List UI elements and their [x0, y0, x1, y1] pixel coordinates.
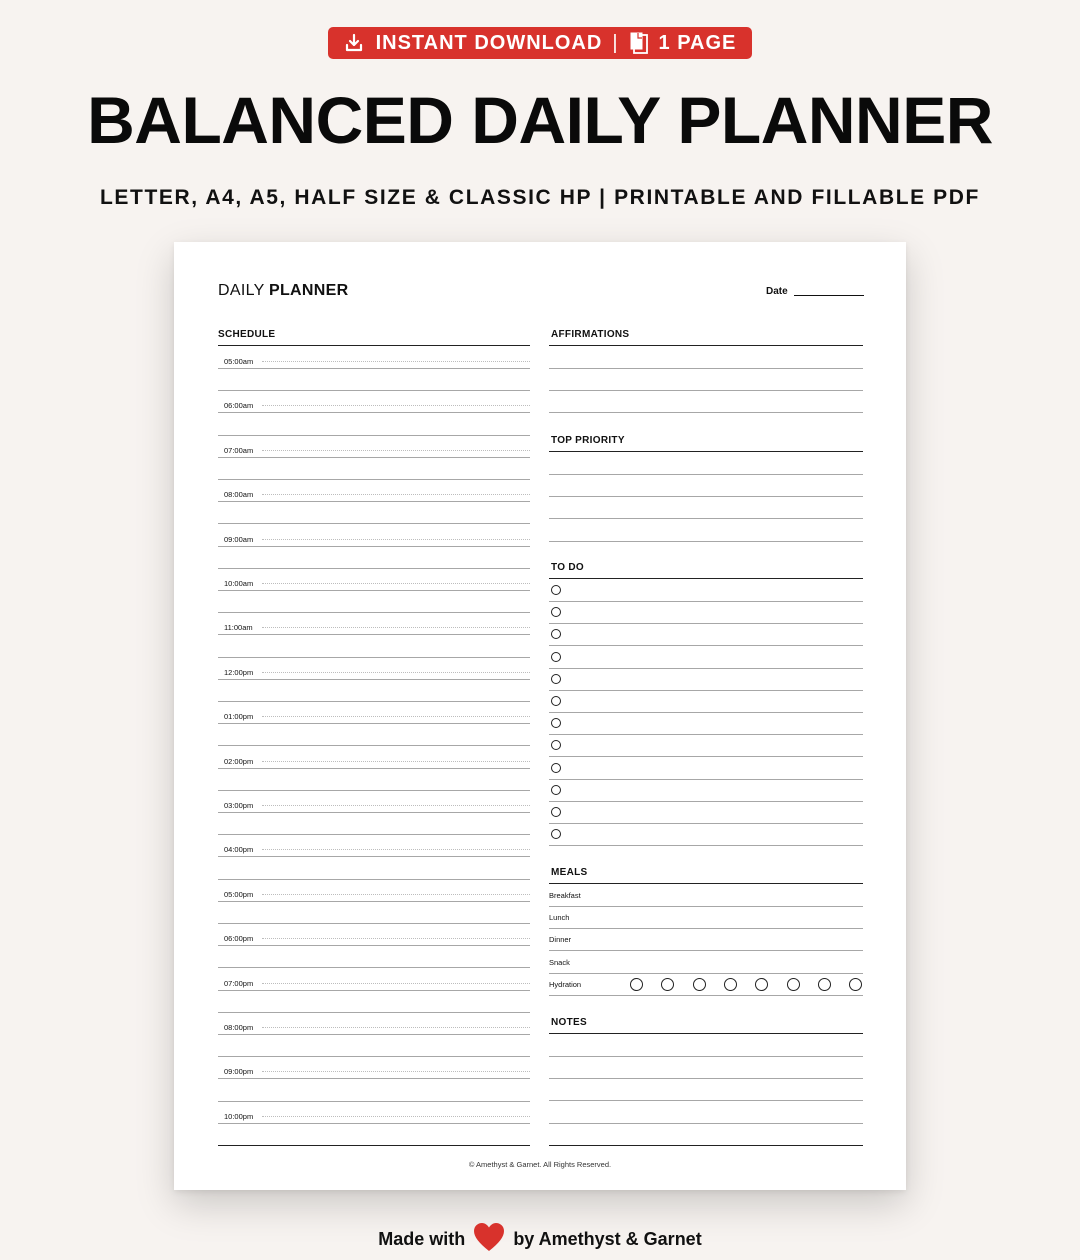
schedule-half-slot[interactable] — [218, 679, 530, 702]
slot-dotted-line — [262, 583, 530, 584]
time-label: 10:00pm — [224, 1111, 254, 1121]
todo-item[interactable] — [549, 601, 863, 624]
priority-line[interactable] — [549, 496, 863, 519]
made-with-footer — [0, 1222, 1080, 1257]
schedule-slot[interactable] — [218, 746, 530, 769]
hydration-glass-checkbox[interactable] — [661, 978, 674, 991]
schedule-slot[interactable] — [218, 524, 530, 547]
meal-label: Breakfast — [549, 891, 581, 900]
schedule-half-slot[interactable] — [218, 1123, 530, 1146]
slot-dotted-line — [262, 494, 530, 495]
todo-item[interactable] — [549, 646, 863, 669]
slot-dotted-line — [262, 938, 530, 939]
planner-sheet — [174, 242, 906, 1190]
notes-bottom-rule — [549, 1145, 863, 1146]
schedule-half-slot[interactable] — [218, 901, 530, 924]
slot-dotted-line — [262, 1027, 530, 1028]
notes-line[interactable] — [549, 1056, 863, 1079]
time-label: 05:00pm — [224, 889, 254, 899]
meal-label: Snack — [549, 957, 570, 967]
slot-dotted-line — [262, 983, 530, 984]
schedule-half-slot[interactable] — [218, 1034, 530, 1057]
slot-dotted-line — [262, 805, 530, 806]
schedule-slot[interactable] — [218, 479, 530, 502]
time-label: 05:00am — [224, 357, 254, 366]
todo-item[interactable] — [549, 690, 863, 713]
meal-row[interactable] — [549, 884, 863, 907]
schedule-half-slot[interactable] — [218, 945, 530, 968]
todo-checkbox[interactable] — [551, 585, 561, 595]
slot-dotted-line — [262, 405, 530, 406]
schedule-slot[interactable] — [218, 1012, 530, 1035]
notes-line[interactable] — [549, 1034, 863, 1057]
meal-row[interactable] — [549, 928, 863, 951]
todo-checkbox[interactable] — [551, 674, 561, 684]
schedule-heading: SCHEDULE — [218, 329, 276, 340]
copyright-note: © Amethyst & Garnet. All Rights Reserved. — [468, 1160, 612, 1169]
time-label: 03:00pm — [224, 801, 254, 810]
schedule-half-slot[interactable] — [218, 812, 530, 835]
headline: BALANCED DAILY PLANNER — [87, 83, 993, 157]
todo-item[interactable] — [549, 668, 863, 691]
slot-dotted-line — [262, 1071, 530, 1072]
todo-item[interactable] — [549, 757, 863, 780]
notes-line[interactable] — [549, 1101, 863, 1124]
download-label: INSTANT DOWNLOAD — [375, 31, 603, 54]
time-label: 01:00pm — [224, 712, 254, 722]
schedule-slot[interactable] — [218, 568, 530, 591]
hydration-glass-checkbox[interactable] — [755, 978, 768, 991]
time-label: 07:00pm — [224, 978, 254, 988]
schedule-half-slot[interactable] — [218, 590, 530, 613]
affirmation-line[interactable] — [549, 390, 863, 413]
schedule-slot[interactable] — [218, 1056, 530, 1079]
affirmation-line[interactable] — [549, 368, 863, 391]
schedule-half-slot[interactable] — [218, 723, 530, 746]
schedule-half-slot[interactable] — [218, 457, 530, 480]
schedule-slot[interactable] — [218, 968, 530, 991]
todo-item[interactable] — [549, 801, 863, 824]
schedule-half-slot[interactable] — [218, 413, 530, 436]
schedule-slot[interactable] — [218, 390, 530, 413]
slot-dotted-line — [262, 894, 530, 895]
meal-row[interactable] — [549, 951, 863, 974]
todo-checkbox[interactable] — [551, 696, 561, 706]
todo-item[interactable] — [549, 823, 863, 846]
schedule-slot[interactable] — [218, 435, 530, 458]
schedule-half-slot[interactable] — [218, 635, 530, 658]
affirmation-line[interactable] — [549, 346, 863, 369]
top-priority-heading: TOP PRIORITY — [551, 435, 625, 446]
time-label: 02:00pm — [224, 756, 254, 766]
todo-checkbox[interactable] — [551, 629, 561, 639]
slot-dotted-line — [262, 672, 530, 673]
hydration-row — [549, 973, 863, 996]
meal-label: Lunch — [549, 913, 570, 923]
time-label: 12:00pm — [224, 667, 254, 677]
instant-download-badge — [328, 27, 752, 59]
sheet-title-light: DAILY — [218, 282, 265, 299]
schedule-slot[interactable] — [218, 701, 530, 724]
slot-dotted-line — [262, 849, 530, 850]
time-label: 06:00pm — [224, 934, 254, 944]
schedule-slot[interactable] — [218, 879, 530, 902]
schedule-half-slot[interactable] — [218, 1079, 530, 1102]
slot-dotted-line — [262, 761, 530, 762]
pages-label: 1 PAGE — [658, 31, 737, 54]
todo-checkbox[interactable] — [551, 763, 561, 773]
todo-checkbox[interactable] — [551, 607, 561, 617]
badge-separator: | — [612, 31, 619, 54]
time-label: 08:00am — [224, 490, 254, 500]
page-icon — [629, 31, 649, 55]
schedule-slot[interactable] — [218, 1101, 530, 1124]
affirmations-heading: AFFIRMATIONS — [551, 329, 630, 340]
schedule-half-slot[interactable] — [218, 501, 530, 524]
todo-checkbox[interactable] — [551, 829, 561, 839]
slot-dotted-line — [262, 627, 530, 628]
time-label: 07:00am — [224, 445, 254, 455]
hydration-glass-checkbox[interactable] — [787, 978, 800, 991]
time-label: 04:00pm — [224, 845, 254, 855]
meals-heading: MEALS — [551, 867, 588, 878]
todo-checkbox[interactable] — [551, 652, 561, 662]
time-label: 09:00pm — [224, 1067, 254, 1077]
schedule-slot[interactable] — [218, 790, 530, 813]
slot-dotted-line — [262, 716, 530, 717]
date-label: Date — [766, 286, 788, 297]
schedule-half-slot[interactable] — [218, 768, 530, 791]
made-by-text: by Amethyst & Garnet — [513, 1229, 702, 1249]
time-label: 10:00am — [224, 579, 254, 588]
notes-heading: NOTES — [551, 1017, 587, 1028]
priority-line[interactable] — [549, 474, 863, 497]
hydration-glass-checkbox[interactable] — [693, 978, 706, 991]
slot-dotted-line — [262, 450, 530, 451]
priority-line[interactable] — [549, 452, 863, 475]
todo-checkbox[interactable] — [551, 740, 561, 750]
hydration-glass-checkbox[interactable] — [630, 978, 643, 991]
sheet-title — [218, 282, 348, 300]
schedule-slot[interactable] — [218, 346, 530, 369]
todo-checkbox[interactable] — [551, 718, 561, 728]
hydration-glass-checkbox[interactable] — [724, 978, 737, 991]
schedule-half-slot[interactable] — [218, 990, 530, 1013]
todo-item[interactable] — [549, 623, 863, 646]
made-with-text: Made with — [378, 1229, 466, 1249]
download-icon — [344, 33, 364, 53]
schedule-half-slot[interactable] — [218, 857, 530, 880]
schedule-slot[interactable] — [218, 834, 530, 857]
schedule-half-slot[interactable] — [218, 546, 530, 569]
meal-label: Dinner — [549, 935, 572, 945]
time-label: 11:00am — [224, 623, 253, 633]
time-label: 09:00am — [224, 534, 254, 544]
notes-line[interactable] — [549, 1078, 863, 1101]
hydration-glass-checkbox[interactable] — [849, 978, 862, 991]
todo-checkbox[interactable] — [551, 785, 561, 795]
schedule-slot[interactable] — [218, 612, 530, 635]
hydration-label: Hydration — [549, 979, 582, 989]
todo-item[interactable] — [549, 734, 863, 757]
time-label: 06:00am — [224, 401, 254, 411]
schedule-half-slot[interactable] — [218, 368, 530, 391]
slot-dotted-line — [262, 1116, 530, 1117]
todo-item[interactable] — [549, 579, 863, 602]
date-field[interactable] — [794, 295, 864, 296]
notes-line[interactable] — [549, 1123, 863, 1146]
todo-item[interactable] — [549, 712, 863, 735]
hydration-glass-checkbox[interactable] — [818, 978, 831, 991]
time-label: 08:00pm — [224, 1023, 254, 1032]
todo-checkbox[interactable] — [551, 807, 561, 817]
schedule-bottom-rule — [218, 1145, 530, 1146]
slot-dotted-line — [262, 361, 530, 362]
meal-row[interactable] — [549, 906, 863, 929]
slot-dotted-line — [262, 539, 530, 540]
sheet-title-bold: PLANNER — [269, 282, 349, 299]
heart-icon — [473, 1222, 505, 1257]
todo-heading: TO DO — [551, 562, 584, 573]
formats-subline: LETTER, A4, A5, HALF SIZE & CLASSIC HP | PRINTABLE AND FILLABLE PDF — [100, 186, 980, 209]
schedule-slot[interactable] — [218, 923, 530, 946]
todo-item[interactable] — [549, 779, 863, 802]
schedule-slot[interactable] — [218, 657, 530, 680]
priority-line[interactable] — [549, 519, 863, 542]
